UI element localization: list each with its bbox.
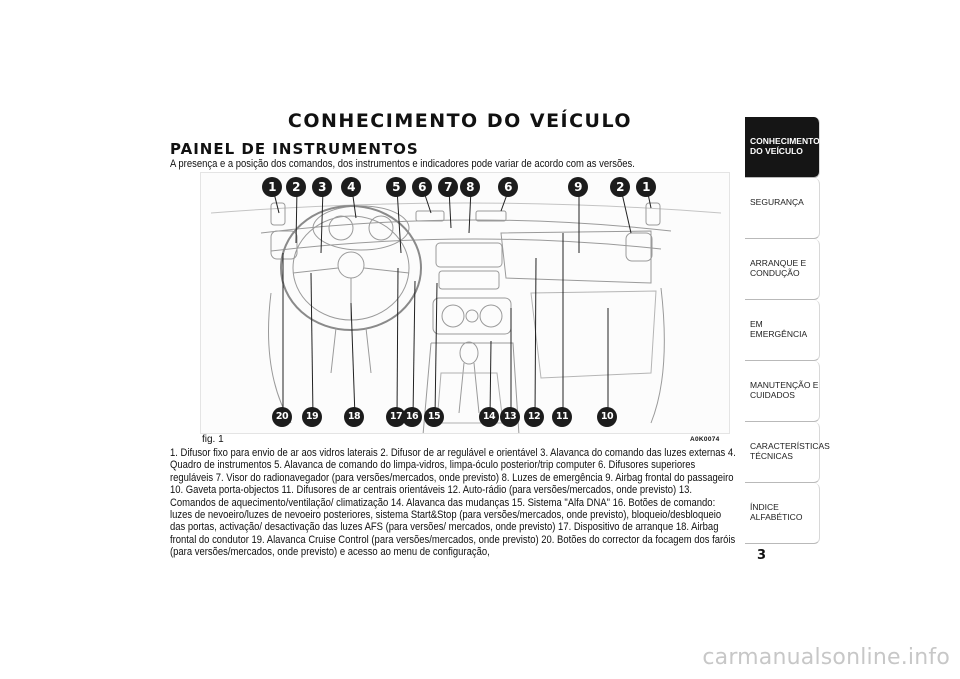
tab-1[interactable]: SEGURANÇA bbox=[745, 178, 820, 239]
tab-4[interactable]: MANUTENÇÃO E CUIDADOS bbox=[745, 361, 820, 422]
tab-2[interactable]: ARRANQUE E CONDUÇÃO bbox=[745, 239, 820, 300]
callout-bottom-4: 16 bbox=[402, 407, 422, 427]
callout-top-5: 6 bbox=[412, 177, 432, 197]
chapter-title: CONHECIMENTO DO VEÍCULO bbox=[287, 110, 633, 132]
callout-bottom-1: 19 bbox=[302, 407, 322, 427]
dashboard-illustration bbox=[201, 173, 730, 434]
callout-top-10: 2 bbox=[610, 177, 630, 197]
callout-bottom-2: 18 bbox=[344, 407, 364, 427]
callout-bottom-5: 15 bbox=[424, 407, 444, 427]
figure-caption: 1. Difusor fixo para envio de ar aos vidros laterais 2. Difusor de ar regulável e orientável 3. Alavanca do comando das luzes externas 4. Quadro de instrumentos 5. Alavanca de comando do limpa-vidros, limpa-óculo posterior/trip computer 6. Difusores superiores reguláveis 7. Visor do radionavegador (para versões/mercados, onde previsto) 8. Luzes de emergência 9. Airbag frontal do passageiro 10. Gaveta porta-objectos 11. Difusores de ar centrais orientáveis 12. Auto-rádio (para versões/mercados, onde previsto) 13. Comandos de aquecimento/ventilação/ climatização 14. Alavanca das mudanças 15. Sistema "Alfa DNA" 16. Botões de comando: luzes de nevoeiro/luzes de nevoeiro posteriores, sistema Start&Stop (para versões/mercados, onde previsto), bloqueio/desbloqueio das portas, activação/ desactivação das luzes AFS (para versões/ mercados, onde previsto) 17. Dispositivo de arranque 18. Airbag frontal do condutor 19. Alavanca Cruise Control (para versões/mercados, onde previsto) 20. Botões do corrector da focagem dos faróis (para versões/mercados, onde previsto) e acesso ao menu de configuração, bbox=[170, 447, 736, 559]
tab-3[interactable]: EM EMERGÊNCIA bbox=[745, 300, 820, 361]
callout-bottom-10: 10 bbox=[597, 407, 617, 427]
intro-text: A presença e a posição dos comandos, dos instrumentos e indicadores pode variar de acordo com as versões. bbox=[170, 158, 635, 170]
callout-top-0: 1 bbox=[262, 177, 282, 197]
callout-top-4: 5 bbox=[386, 177, 406, 197]
page-number: 3 bbox=[757, 548, 767, 563]
callout-bottom-9: 11 bbox=[552, 407, 572, 427]
callout-bottom-3: 17 bbox=[386, 407, 406, 427]
callout-top-3: 4 bbox=[341, 177, 361, 197]
section-title: PAINEL DE INSTRUMENTOS bbox=[170, 140, 419, 158]
callout-bottom-8: 12 bbox=[524, 407, 544, 427]
callout-top-6: 7 bbox=[438, 177, 458, 197]
tab-5[interactable]: CARACTERÍSTICAS TÉCNICAS bbox=[745, 422, 820, 483]
tab-0[interactable]: CONHECIMENTO DO VEÍCULO bbox=[745, 117, 820, 178]
figure-label: fig. 1 bbox=[202, 434, 224, 445]
figure-code: A0K0074 bbox=[690, 436, 720, 443]
chapter-tabs bbox=[745, 117, 830, 544]
watermark: carmanualsonline.info bbox=[702, 645, 950, 670]
callout-bottom-6: 14 bbox=[479, 407, 499, 427]
callout-top-11: 1 bbox=[636, 177, 656, 197]
callout-bottom-7: 13 bbox=[500, 407, 520, 427]
tab-6[interactable]: ÍNDICE ALFABÉTICO bbox=[745, 483, 820, 544]
callout-top-8: 6 bbox=[498, 177, 518, 197]
dashboard-figure bbox=[200, 172, 730, 434]
callout-top-1: 2 bbox=[286, 177, 306, 197]
callout-top-9: 9 bbox=[568, 177, 588, 197]
callout-top-2: 3 bbox=[312, 177, 332, 197]
callout-top-7: 8 bbox=[460, 177, 480, 197]
callout-bottom-0: 20 bbox=[272, 407, 292, 427]
